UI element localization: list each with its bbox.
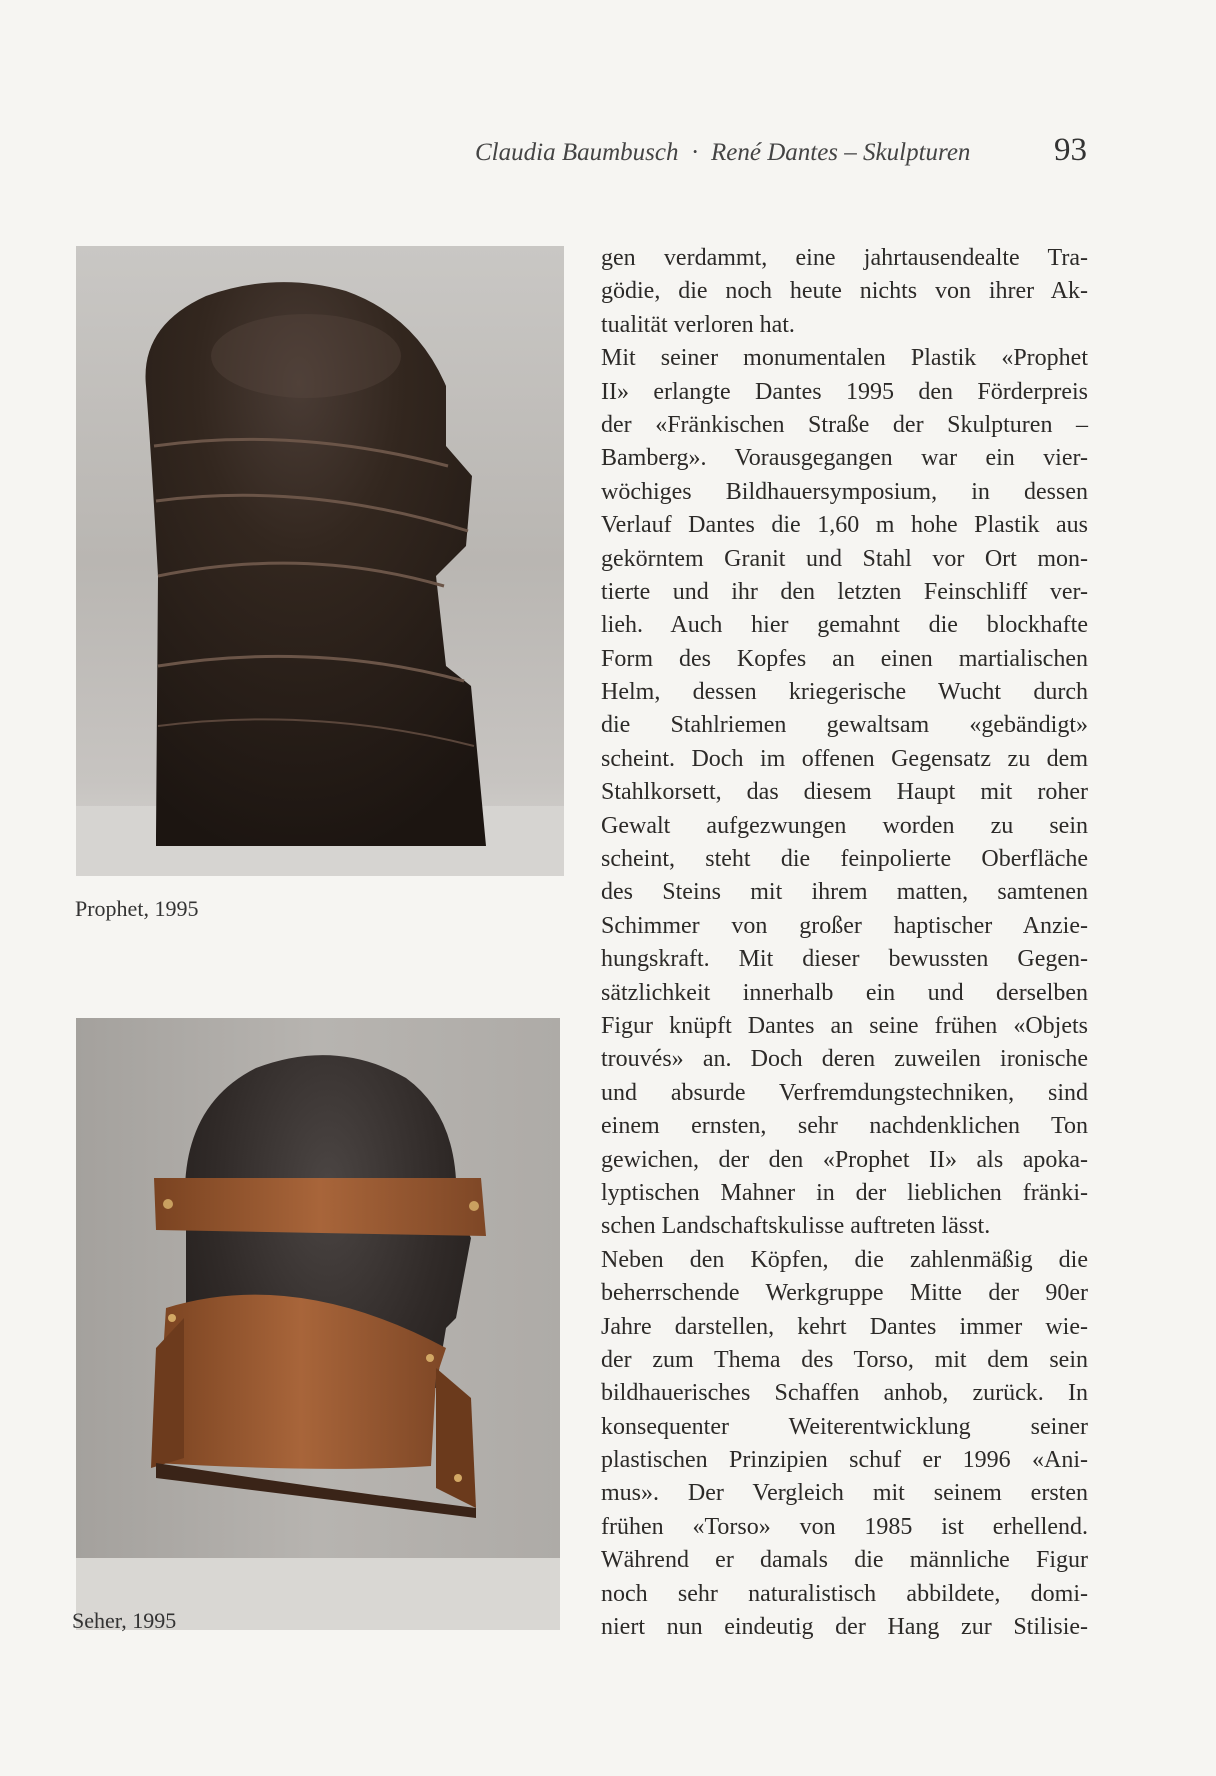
body-text-line: scheint, steht die feinpolierte Oberfläche	[601, 846, 1088, 873]
sculpture-photo-prophet	[76, 246, 564, 876]
body-text-line: wöchiges Bildhauersymposium, in dessen	[601, 478, 1088, 505]
page-number: 93	[1054, 132, 1087, 168]
body-text-line: plastischen Prinzipien schuf er 1996 «Ani-	[601, 1447, 1088, 1474]
body-text-line: Figur knüpft Dantes an seine frühen «Objets	[601, 1012, 1088, 1039]
body-text-line: Neben den Köpfen, die zahlenmäßig die	[601, 1246, 1088, 1273]
body-text-line: Während er damals die männliche Figur	[601, 1547, 1088, 1574]
body-text-line: hungskraft. Mit dieser bewussten Gegen-	[601, 946, 1088, 973]
body-text-line: Form des Kopfes an einen martialischen	[601, 645, 1088, 672]
body-text-line: Verlauf Dantes die 1,60 m hohe Plastik aus	[601, 512, 1088, 539]
body-text-line: frühen «Torso» von 1985 ist erhellend.	[601, 1513, 1088, 1540]
body-text-line: bildhauerisches Schaffen anhob, zurück. In	[601, 1380, 1088, 1407]
running-head-title: René Dantes – Skulpturen	[711, 139, 971, 166]
body-text-line: gödie, die noch heute nichts von ihrer Ak-	[601, 278, 1088, 305]
body-text-line: scheint. Doch im offenen Gegensatz zu dem	[601, 745, 1088, 772]
body-text-line: Stahlkorsett, das diesem Haupt mit roher	[601, 779, 1088, 806]
body-text-line: tualität verloren hat.	[601, 311, 795, 338]
body-text-line: konsequenter Weiterentwicklung seiner	[601, 1413, 1088, 1440]
running-head	[460, 134, 1090, 174]
figure-caption-seher: Seher, 1995	[72, 1608, 177, 1633]
body-text-line: des Steins mit ihrem matten, samtenen	[601, 879, 1088, 906]
body-text-line: sätzlichkeit innerhalb ein und derselben	[601, 979, 1088, 1006]
body-text-line: Helm, dessen kriegerische Wucht durch	[601, 679, 1088, 706]
body-text-line: die Stahlriemen gewaltsam «gebändigt»	[601, 712, 1088, 739]
body-text-line: einem ernsten, sehr nachdenklichen Ton	[601, 1113, 1088, 1140]
body-text-column	[601, 242, 1088, 1644]
body-text-line: schen Landschaftskulisse auftreten lässt.	[601, 1213, 991, 1240]
prophet-photo-graphic	[76, 246, 564, 876]
body-text-line: trouvés» an. Doch deren zuweilen ironische	[601, 1046, 1088, 1073]
body-text-line: Mit seiner monumentalen Plastik «Prophet	[601, 345, 1088, 372]
body-text-line: gen verdammt, eine jahrtausendealte Tra-	[601, 245, 1088, 271]
body-text-line: mus». Der Vergleich mit seinem ersten	[601, 1480, 1088, 1507]
running-head-separator: ·	[691, 139, 700, 166]
body-text-line: Jahre darstellen, kehrt Dantes immer wie-	[601, 1313, 1088, 1340]
body-text-line: und absurde Verfremdungstechniken, sind	[601, 1079, 1088, 1106]
body-text-line: gekörntem Granit und Stahl vor Ort mon-	[601, 545, 1088, 572]
body-text-line: lyptischen Mahner in der lieblichen fränki-	[601, 1179, 1088, 1206]
body-text-line: der zum Thema des Torso, mit dem sein	[601, 1346, 1088, 1373]
sculpture-photo-seher	[76, 1018, 560, 1630]
body-text-line: beherrschende Werkgruppe Mitte der 90er	[601, 1280, 1088, 1307]
body-text-line: Schimmer von großer haptischer Anzie-	[601, 912, 1088, 939]
body-text-line: noch sehr naturalistisch abbildete, domi-	[601, 1580, 1088, 1607]
body-text-line: der «Fränkischen Straße der Skulpturen –	[601, 411, 1088, 438]
seher-photo-graphic	[76, 1018, 560, 1630]
body-text-line: niert nun eindeutig der Hang zur Stilisie-	[601, 1614, 1088, 1641]
figure-caption-prophet: Prophet, 1995	[75, 896, 199, 921]
body-text-line: II» erlangte Dantes 1995 den Förderpreis	[601, 378, 1088, 405]
body-text-line: gewichen, der den «Prophet II» als apoka-	[601, 1146, 1088, 1173]
body-text-line: Bamberg». Vorausgegangen war ein vier-	[601, 445, 1088, 472]
running-head-author: Claudia Baumbusch	[475, 139, 679, 166]
body-text-line: lieh. Auch hier gemahnt die blockhafte	[601, 612, 1088, 639]
body-text-line: tierte und ihr den letzten Feinschliff ver-	[601, 578, 1088, 605]
body-text-line: Gewalt aufgezwungen worden zu sein	[601, 812, 1088, 839]
